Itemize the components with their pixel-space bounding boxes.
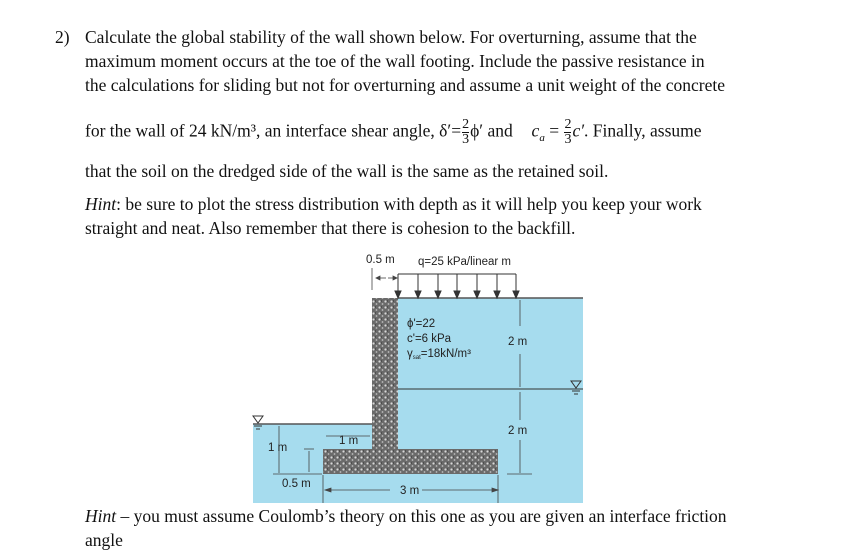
formula-line: for the wall of 24 kN/m³, an interface shear angle, δ′= $\frac{2}{3}$ ϕ′ and $c_a$ = $\frac{2}{3}$ c′. Finally, assume — [85, 117, 702, 147]
toe-length-label: 1 m — [339, 435, 359, 447]
upper-depth-label: 2 m — [508, 336, 528, 348]
lower-depth-label: 2 m — [508, 425, 528, 437]
surcharge-label: q=25 kPa/linear m — [418, 256, 512, 268]
text-line: that the soil on the dredged side of the wall is the same as the retained soil. — [85, 161, 609, 181]
text-line: Calculate the global stability of the wall shown below. For overturning, assume that the — [85, 27, 697, 47]
cohesion-label: c'=6 kPa — [407, 333, 452, 345]
text-line: maximum moment occurs at the toe of the wall footing. Include the passive resistance in — [85, 51, 705, 71]
footing-thickness-label: 0.5 m — [282, 478, 311, 490]
equals: = — [549, 120, 560, 141]
ca-symbol: c — [531, 120, 540, 141]
unit-weight-label: γsat=18kN/m³ — [407, 348, 471, 361]
phi-label: ϕ'=22 — [407, 318, 436, 330]
footing-width-label: 3 m — [400, 485, 420, 497]
left-water-depth-label: 1 m — [268, 442, 288, 454]
stem-width-label: 0.5 m — [366, 254, 395, 266]
question-number: 2) — [55, 27, 70, 47]
text-segment: ϕ′ and — [470, 120, 513, 141]
wall-footing — [323, 449, 498, 474]
hint-line: Hint: be sure to plot the stress distribution with depth as it will help you keep your work — [85, 194, 702, 214]
text-line: the calculations for sliding but not for overturning and assume a unit weight of the concrete — [85, 75, 726, 95]
fraction-two-thirds: $\frac{2}{3}$ — [564, 117, 572, 147]
surcharge-arrows — [395, 274, 519, 298]
hint-line: angle — [85, 530, 123, 550]
fraction-two-thirds: $\frac{2}{3}$ — [462, 117, 470, 147]
text-segment: . Finally, assume — [584, 120, 702, 141]
wall-stem — [372, 298, 398, 450]
hint-line: straight and neat. Also remember that there is cohesion to the backfill. — [85, 218, 576, 238]
text-segment: for the wall of 24 kN/m³, an interface shear angle, δ′= — [85, 120, 462, 141]
hint-line: Hint – you must assume Coulomb’s theory on this one as you are given an interface friction — [85, 506, 727, 526]
